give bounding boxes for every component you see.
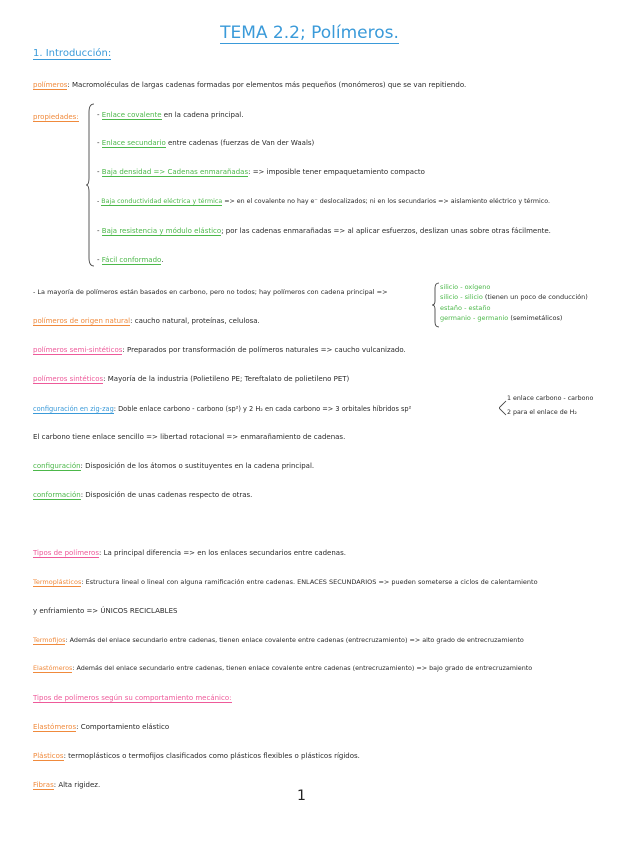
prop-item-3: - Baja densidad => Cadenas enmarañadas: => imposible tener empaquetamiento compacto xyxy=(97,168,425,176)
mecanico-heading: Tipos de polímeros según su comportamiento mecánico: xyxy=(33,694,232,702)
def-conformacion: conformación: Disposición de unas cadenas respecto de otras. xyxy=(33,491,253,499)
zigzag-b2: 2 para el enlace de H₂ xyxy=(507,409,577,416)
def-termofijos: Termofijos: Además del enlace secundario entre cadenas, tienen enlace covalente entre cadenas (entrecruzamiento) => alto grado de entrecruzamiento xyxy=(33,636,524,644)
def-fibras: Fibras: Alta rigidez. xyxy=(33,781,101,789)
zigzag-b1: 1 enlace carbono - carbono xyxy=(507,395,594,402)
cadena-si-o: silicio - oxígeno xyxy=(440,283,491,291)
termoplasticos-cont: y enfriamiento => ÚNICOS RECICLABLES xyxy=(33,607,178,615)
zigzag-branch xyxy=(499,399,507,417)
def-sinteticos: polímeros sintéticos: Mayoría de la industria (Polietileno PE; Tereftalato de polietileno PET) xyxy=(33,375,350,383)
def-elastomeros: Elastómeros: Además del enlace secundario entre cadenas, tienen enlace covalente entre cadenas (entrecruzamiento) => bajo grado de entrecruzamiento xyxy=(33,664,533,672)
def-naturales: polímeros de origen natural: caucho natural, proteínas, celulosa. xyxy=(33,317,260,325)
prop-item-5: - Baja resistencia y módulo elástico; por las cadenas enmarañadas => al aplicar esfuerzos, deslizan unas sobre otras fácilmente. xyxy=(97,227,551,235)
cadenas-brace xyxy=(432,282,440,328)
propiedades-label: propiedades: xyxy=(33,113,79,121)
def-plasticos: Plásticos: termoplásticos o termofijos clasificados como plásticos flexibles o plásticos rígidos. xyxy=(33,752,360,760)
def-zigzag: configuración en zig-zag: Doble enlace carbono - carbono (sp²) y 2 H₂ en cada carbono => 3 orbitales híbridos sp² xyxy=(33,405,412,413)
section-heading: 1. Introducción: xyxy=(33,48,112,59)
prop-item-6: - Fácil conformado. xyxy=(97,256,164,264)
page-title: TEMA 2.2; Polímeros. xyxy=(220,23,399,43)
cadena-si-si: silicio - silicio (tienen un poco de conducción) xyxy=(440,293,588,301)
def-elastomeros-2: Elastómeros: Comportamiento elástico xyxy=(33,723,170,731)
def-configuracion: configuración: Disposición de los átomos o sustituyentes en la cadena principal. xyxy=(33,462,315,470)
def-tipos: Tipos de polímeros: La principal diferencia => en los enlaces secundarios entre cadenas. xyxy=(33,549,346,557)
carbono-text: El carbono tiene enlace sencillo => libertad rotacional => enmarañamiento de cadenas. xyxy=(33,433,346,441)
prop-item-2: - Enlace secundario entre cadenas (fuerzas de Van der Waals) xyxy=(97,139,315,147)
propiedades-brace xyxy=(86,102,96,268)
def-termoplasticos: Termoplásticos: Estructura lineal o lineal con alguna ramificación entre cadenas. ENLACES SECUNDARIOS => pueden someterse a ciclos de calentamiento xyxy=(33,578,538,586)
mayoria-text: - La mayoría de polímeros están basados en carbono, pero no todos; hay polímeros con cadena principal => xyxy=(33,288,388,296)
def-semi: polímeros semi-sintéticos: Preparados por transformación de polímeros naturales => caucho vulcanizado. xyxy=(33,346,406,354)
cadena-ge-ge: germanio - germanio (semimetálicos) xyxy=(440,314,563,322)
prop-item-4: - Baja conductividad eléctrica y térmica => en el covalente no hay e⁻ deslocalizados; ni en los secundarios => aislamiento eléctrico y térmico. xyxy=(97,198,551,205)
page-number: 1 xyxy=(297,788,306,804)
cadena-sn-sn: estaño - estaño xyxy=(440,304,491,312)
prop-item-1: - Enlace covalente en la cadena principal. xyxy=(97,111,244,119)
def-polimeros: polímeros: Macromoléculas de largas cadenas formadas por elementos más pequeños (monómeros) que se van repitiendo. xyxy=(33,81,467,89)
